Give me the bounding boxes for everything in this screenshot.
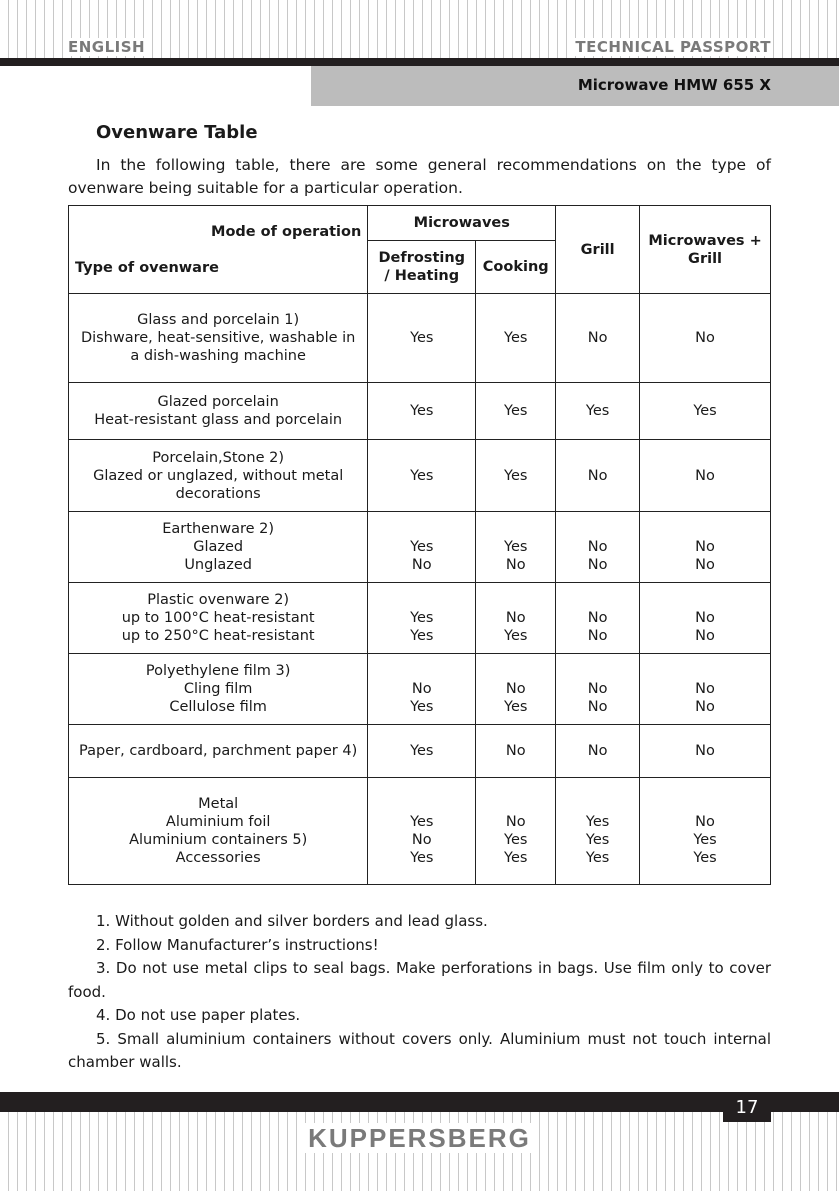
combo-cell: No No — [640, 512, 771, 583]
cooking-cell: Yes — [476, 294, 556, 383]
grill-cell: No No — [556, 654, 640, 725]
grill-cell: Yes Yes Yes — [556, 778, 640, 885]
grill-cell: No — [556, 725, 640, 778]
combo-cell: No — [640, 725, 771, 778]
defrosting-cell: Yes Yes — [368, 583, 476, 654]
ovenware-table — [68, 205, 771, 885]
brand-text: KUPPERSBERG — [304, 1123, 535, 1153]
ovenware-type-cell: Metal Aluminium foil Aluminium containers 5) Accessories — [69, 778, 368, 885]
brand-logo — [0, 1123, 839, 1154]
grill-header: Grill — [556, 206, 640, 294]
defrosting-cell: Yes — [368, 440, 476, 512]
defrosting-cell: Yes No — [368, 512, 476, 583]
model-band — [311, 66, 839, 106]
mode-label: Mode of operation — [211, 224, 362, 240]
defrosting-cell: Yes — [368, 383, 476, 440]
intro-text: In the following table, there are some general recommendations on the type of ovenware being suitable for a particular operation. — [68, 156, 771, 197]
combo-cell: No — [640, 294, 771, 383]
footnote: 5. Small aluminium containers without covers only. Aluminium must not touch internal chamber walls. — [68, 1029, 771, 1071]
defrosting-cell: Yes No Yes — [368, 778, 476, 885]
grill-cell: No — [556, 440, 640, 512]
combo-cell: No Yes Yes — [640, 778, 771, 885]
footnote: 4. Do not use paper plates. — [96, 1006, 301, 1024]
defrosting-cell: Yes — [368, 725, 476, 778]
header-corner — [69, 206, 368, 294]
defrosting-cell: No Yes — [368, 654, 476, 725]
defrosting-cell: Yes — [368, 294, 476, 383]
ovenware-type-cell: Glazed porcelain Heat-resistant glass and porcelain — [69, 383, 368, 440]
footnotes — [68, 910, 771, 1075]
table-row — [69, 294, 771, 383]
ovenware-type-cell: Porcelain,Stone 2) Glazed or unglazed, without metal decorations — [69, 440, 368, 512]
combo-cell: No — [640, 440, 771, 512]
grill-cell: No No — [556, 583, 640, 654]
combo-cell: No No — [640, 583, 771, 654]
footnote: 3. Do not use metal clips to seal bags. Make perforations in bags. Use film only to cover food. — [68, 959, 771, 1001]
ovenware-type-cell: Paper, cardboard, parchment paper 4) — [69, 725, 368, 778]
ovenware-type-cell: Earthenware 2) Glazed Unglazed — [69, 512, 368, 583]
combo-cell: No No — [640, 654, 771, 725]
table-row — [69, 512, 771, 583]
ovenware-type-cell: Plastic ovenware 2) up to 100°C heat-resistant up to 250°C heat-resistant — [69, 583, 368, 654]
table-row — [69, 440, 771, 512]
page-title: Ovenware Table — [96, 122, 258, 143]
grill-cell: No — [556, 294, 640, 383]
microwaves-header: Microwaves — [368, 206, 556, 241]
table-row — [69, 778, 771, 885]
grill-cell: No No — [556, 512, 640, 583]
footer-bar — [0, 1092, 839, 1112]
cooking-cell: Yes No — [476, 512, 556, 583]
cooking-cell: No — [476, 725, 556, 778]
table-row — [69, 725, 771, 778]
combo-cell: Yes — [640, 383, 771, 440]
table-row — [69, 383, 771, 440]
table-row — [69, 654, 771, 725]
cooking-cell: Yes — [476, 440, 556, 512]
footnote: 1. Without golden and silver borders and lead glass. — [96, 912, 488, 930]
type-label: Type of ovenware — [75, 260, 219, 276]
cooking-header: Cooking — [476, 241, 556, 294]
cooking-cell: No Yes — [476, 583, 556, 654]
table-row — [69, 583, 771, 654]
grill-cell: Yes — [556, 383, 640, 440]
page-number-badge — [723, 1092, 771, 1122]
combo-header: Microwaves + Grill — [640, 206, 771, 294]
cooking-cell: Yes — [476, 383, 556, 440]
table-body — [69, 294, 771, 885]
ovenware-type-cell: Polyethylene film 3) Cling film Cellulose film — [69, 654, 368, 725]
cooking-cell: No Yes — [476, 654, 556, 725]
cooking-cell: No Yes Yes — [476, 778, 556, 885]
language-label: ENGLISH — [68, 38, 146, 56]
footnote: 2. Follow Manufacturer’s instructions! — [96, 935, 379, 954]
model-name: Microwave HMW 655 X — [577, 76, 771, 94]
ovenware-type-cell: Glass and porcelain 1) Dishware, heat-sensitive, washable in a dish-washing machine — [69, 294, 368, 383]
page-number-text: 17 — [735, 1097, 759, 1118]
doc-type-label: TECHNICAL PASSPORT — [575, 38, 771, 56]
defrosting-header: Defrosting / Heating — [368, 241, 476, 294]
header-bar — [0, 58, 839, 66]
